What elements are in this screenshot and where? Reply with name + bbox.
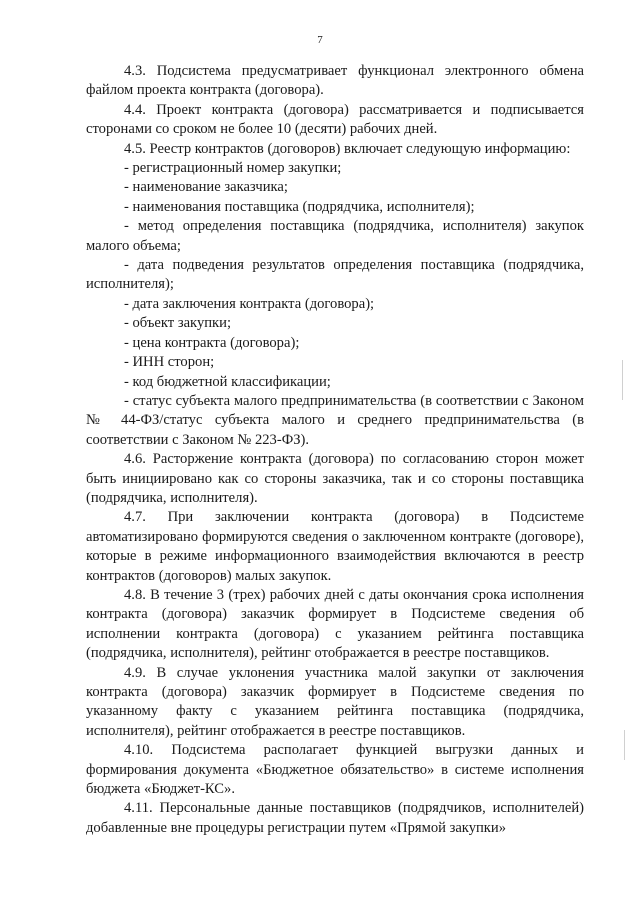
paragraph-4-8: 4.8. В течение 3 (трех) рабочих дней с даты окончания срока исполнения контракта (договора) заказчик формирует в Подсистеме сведения об исполнении контракта (договора) с указанием рейтинга поставщика (подрядчика, исполнителя), рейтинг отображается в реестре поставщиков. bbox=[86, 586, 584, 662]
paragraph-4-10: 4.10. Подсистема располагает функцией выгрузки данных и формирования документа «Бюджетное обязательство» в системе исполнения бюджета «Бюджет-КС». bbox=[86, 742, 584, 798]
paragraph-4-5: 4.5. Реестр контрактов (договоров) включает следующую информацию: bbox=[124, 140, 571, 157]
registry-list bbox=[86, 159, 584, 450]
scan-artifact bbox=[624, 730, 625, 760]
list-item: - ИНН сторон; bbox=[124, 354, 215, 371]
scan-artifact bbox=[622, 360, 623, 400]
paragraph-4-9: 4.9. В случае уклонения участника малой закупки от заключения контракта (договора) заказчик формирует в Подсистеме сведения по указанному факту с указанием рейтинга поставщика (подрядчика, исполнителя), рейтинг отображается в реестре поставщиков. bbox=[86, 664, 584, 739]
list-item: - объект закупки; bbox=[124, 315, 232, 332]
list-item: - наименование заказчика; bbox=[124, 179, 288, 196]
paragraph-4-7: 4.7. При заключении контракта (договора) в Подсистеме автоматизировано формируются сведения о заключенном контракте (договоре), которые в режиме информационного взаимодействия включаются в реестр контрактов (договоров) малых закупок. bbox=[86, 509, 584, 584]
document-body bbox=[86, 62, 584, 838]
list-item: - цена контракта (договора); bbox=[124, 334, 300, 351]
list-item: - регистрационный номер закупки; bbox=[124, 160, 342, 177]
page-number: 7 bbox=[317, 34, 323, 46]
list-item: - дата заключения контракта (договора); bbox=[124, 295, 375, 312]
list-item: - статус субъекта малого предпринимательства (в соответствии с Законом № 44-ФЗ/статус субъекта малого и среднего предпринимательства (в соответствии с Законом № 223-ФЗ). bbox=[86, 392, 584, 448]
list-item: - метод определения поставщика (подрядчика, исполнителя) закупок малого объема; bbox=[86, 218, 584, 254]
list-item: - дата подведения результатов определения поставщика (подрядчика, исполнителя); bbox=[86, 257, 584, 293]
list-item: - код бюджетной классификации; bbox=[124, 373, 331, 390]
paragraph-4-3: 4.3. Подсистема предусматривает функционал электронного обмена файлом проекта контракта (договора). bbox=[86, 63, 584, 99]
paragraph-4-4: 4.4. Проект контракта (договора) рассматривается и подписывается сторонами со сроком не более 10 (десяти) рабочих дней. bbox=[86, 101, 584, 138]
paragraph-4-6: 4.6. Расторжение контракта (договора) по согласованию сторон может быть инициировано как со стороны заказчика, так и со стороны поставщика (подрядчика, исполнителя). bbox=[86, 451, 584, 506]
list-item: - наименования поставщика (подрядчика, исполнителя); bbox=[124, 198, 475, 215]
paragraph-4-11: 4.11. Персональные данные поставщиков (подрядчиков, исполнителей) добавленные вне процедуры регистрации путем «Прямой закупки» bbox=[86, 800, 584, 836]
